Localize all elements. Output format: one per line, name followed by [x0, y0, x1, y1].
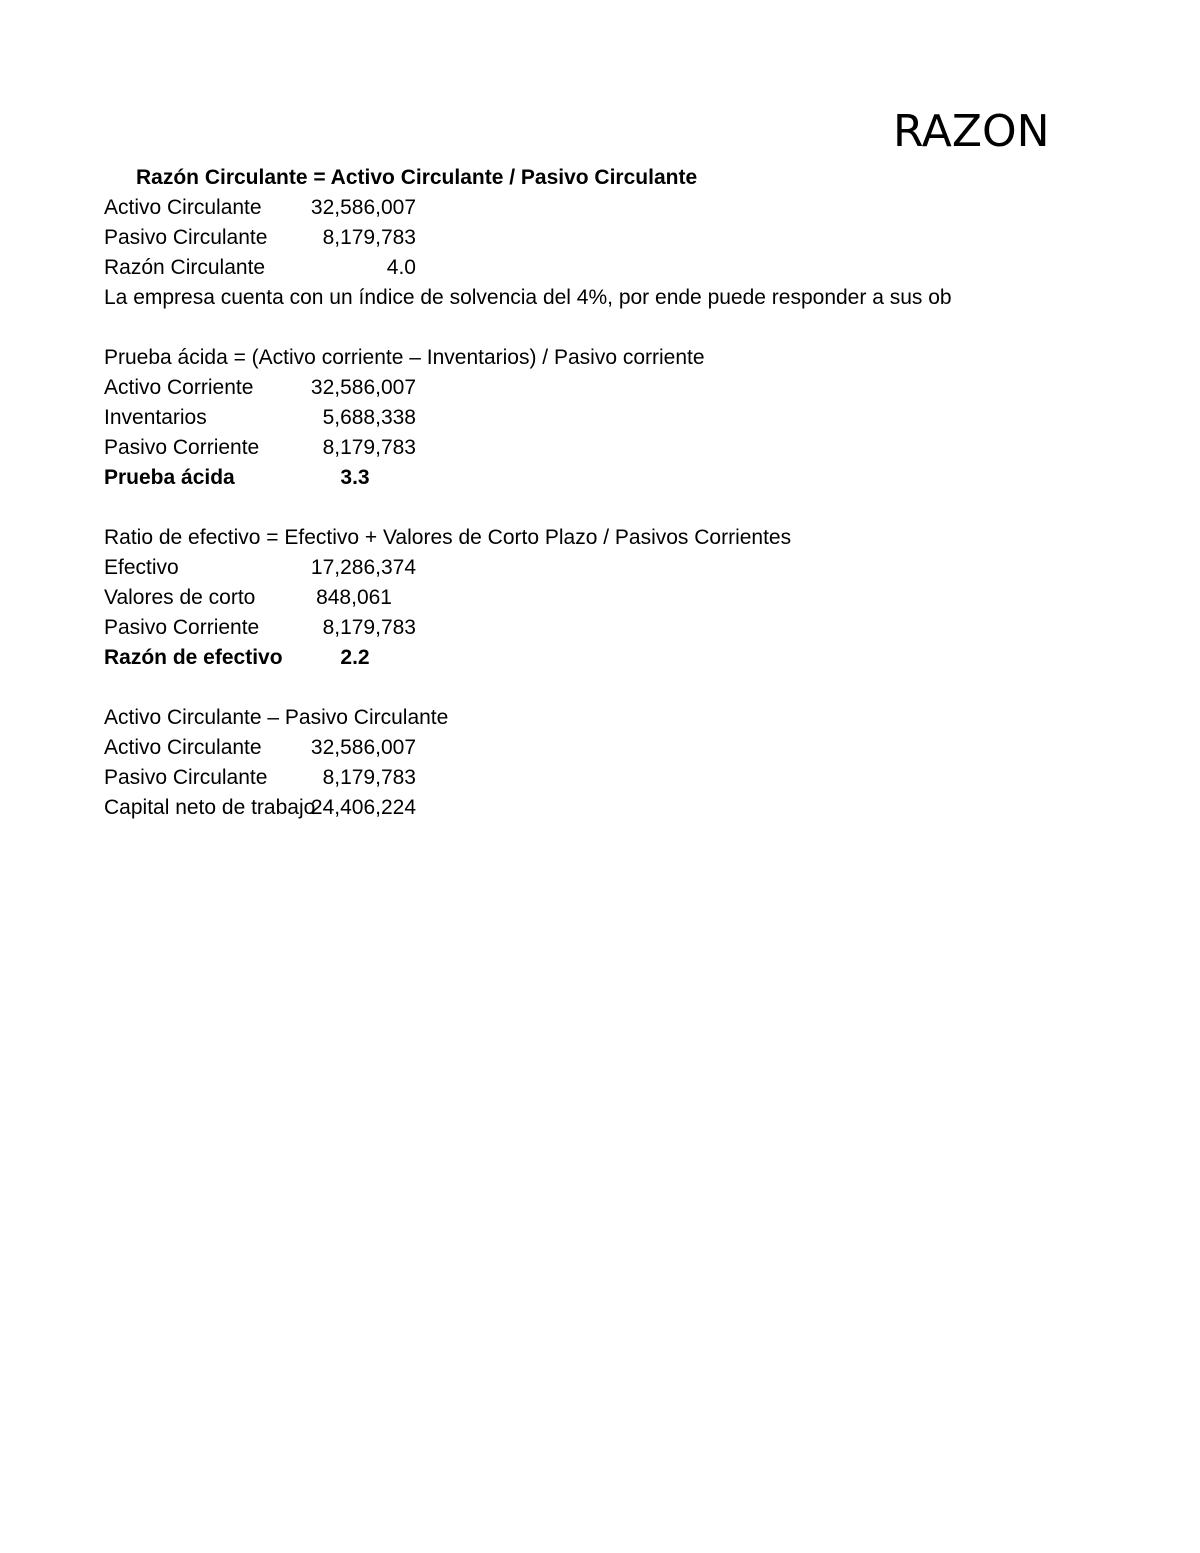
row-label: Activo Circulante	[104, 736, 262, 759]
solvency-note-row	[104, 283, 1064, 313]
row-value: 4.0	[386, 256, 416, 279]
row-value: 8,179,783	[322, 766, 416, 789]
current-liabilities-row	[104, 763, 1064, 793]
current-assets-row	[104, 733, 1064, 763]
row-value: 17,286,374	[310, 556, 416, 579]
row-label: Prueba ácida	[104, 466, 235, 489]
current-liabilities-row	[104, 433, 1064, 463]
row-value: 3.3	[340, 466, 370, 489]
row-value: 5,688,338	[322, 406, 416, 429]
current-liabilities-row	[104, 223, 1064, 253]
row-value: 848,061	[316, 586, 392, 609]
row-value: 8,179,783	[322, 226, 416, 249]
current-ratio-formula: Razón Circulante = Activo Circulante / Pasivo Circulante	[136, 166, 698, 189]
row-value: 32,586,007	[310, 196, 416, 219]
spacer	[104, 313, 1064, 343]
row-value: 2.2	[340, 646, 370, 669]
row-value: 24,406,224	[310, 796, 416, 819]
cash-row	[104, 553, 1064, 583]
acid-test-formula: Prueba ácida = (Activo corriente – Inventarios) / Pasivo corriente	[104, 346, 705, 369]
cash-ratio-formula: Ratio de efectivo = Efectivo + Valores de Corto Plazo / Pasivos Corrientes	[104, 526, 792, 549]
current-assets-row	[104, 193, 1064, 223]
inventories-row	[104, 403, 1064, 433]
working-capital-formula: Activo Circulante – Pasivo Circulante	[104, 706, 449, 729]
row-value: 8,179,783	[322, 436, 416, 459]
row-label: Inventarios	[104, 406, 207, 429]
current-assets-row	[104, 373, 1064, 403]
working-capital-row	[104, 793, 1064, 823]
page-title: RAZON	[893, 106, 1050, 157]
row-value: 32,586,007	[310, 736, 416, 759]
cash-ratio-row	[104, 643, 1064, 673]
spacer	[104, 673, 1064, 703]
row-value: 8,179,783	[322, 616, 416, 639]
acid-test-row	[104, 463, 1064, 493]
current-ratio-row	[104, 253, 1064, 283]
current-liabilities-row	[104, 613, 1064, 643]
row-label: Razón Circulante	[104, 256, 266, 279]
short-term-securities-row	[104, 583, 1064, 613]
spreadsheet-page	[104, 163, 1064, 823]
row-label: Capital neto de trabajo	[104, 796, 316, 819]
row-label: Activo Circulante	[104, 196, 262, 219]
row-label: Pasivo Corriente	[104, 436, 260, 459]
row-label: Activo Corriente	[104, 376, 254, 399]
row-label: Pasivo Corriente	[104, 616, 260, 639]
solvency-note: La empresa cuenta con un índice de solvencia del 4%, por ende puede responder a sus ob	[104, 286, 952, 309]
row-label: Pasivo Circulante	[104, 766, 268, 789]
row-label: Valores de corto	[104, 586, 256, 609]
row-label: Razón de efectivo	[104, 646, 283, 669]
row-label: Pasivo Circulante	[104, 226, 268, 249]
row-label: Efectivo	[104, 556, 179, 579]
row-value: 32,586,007	[310, 376, 416, 399]
spacer	[104, 493, 1064, 523]
